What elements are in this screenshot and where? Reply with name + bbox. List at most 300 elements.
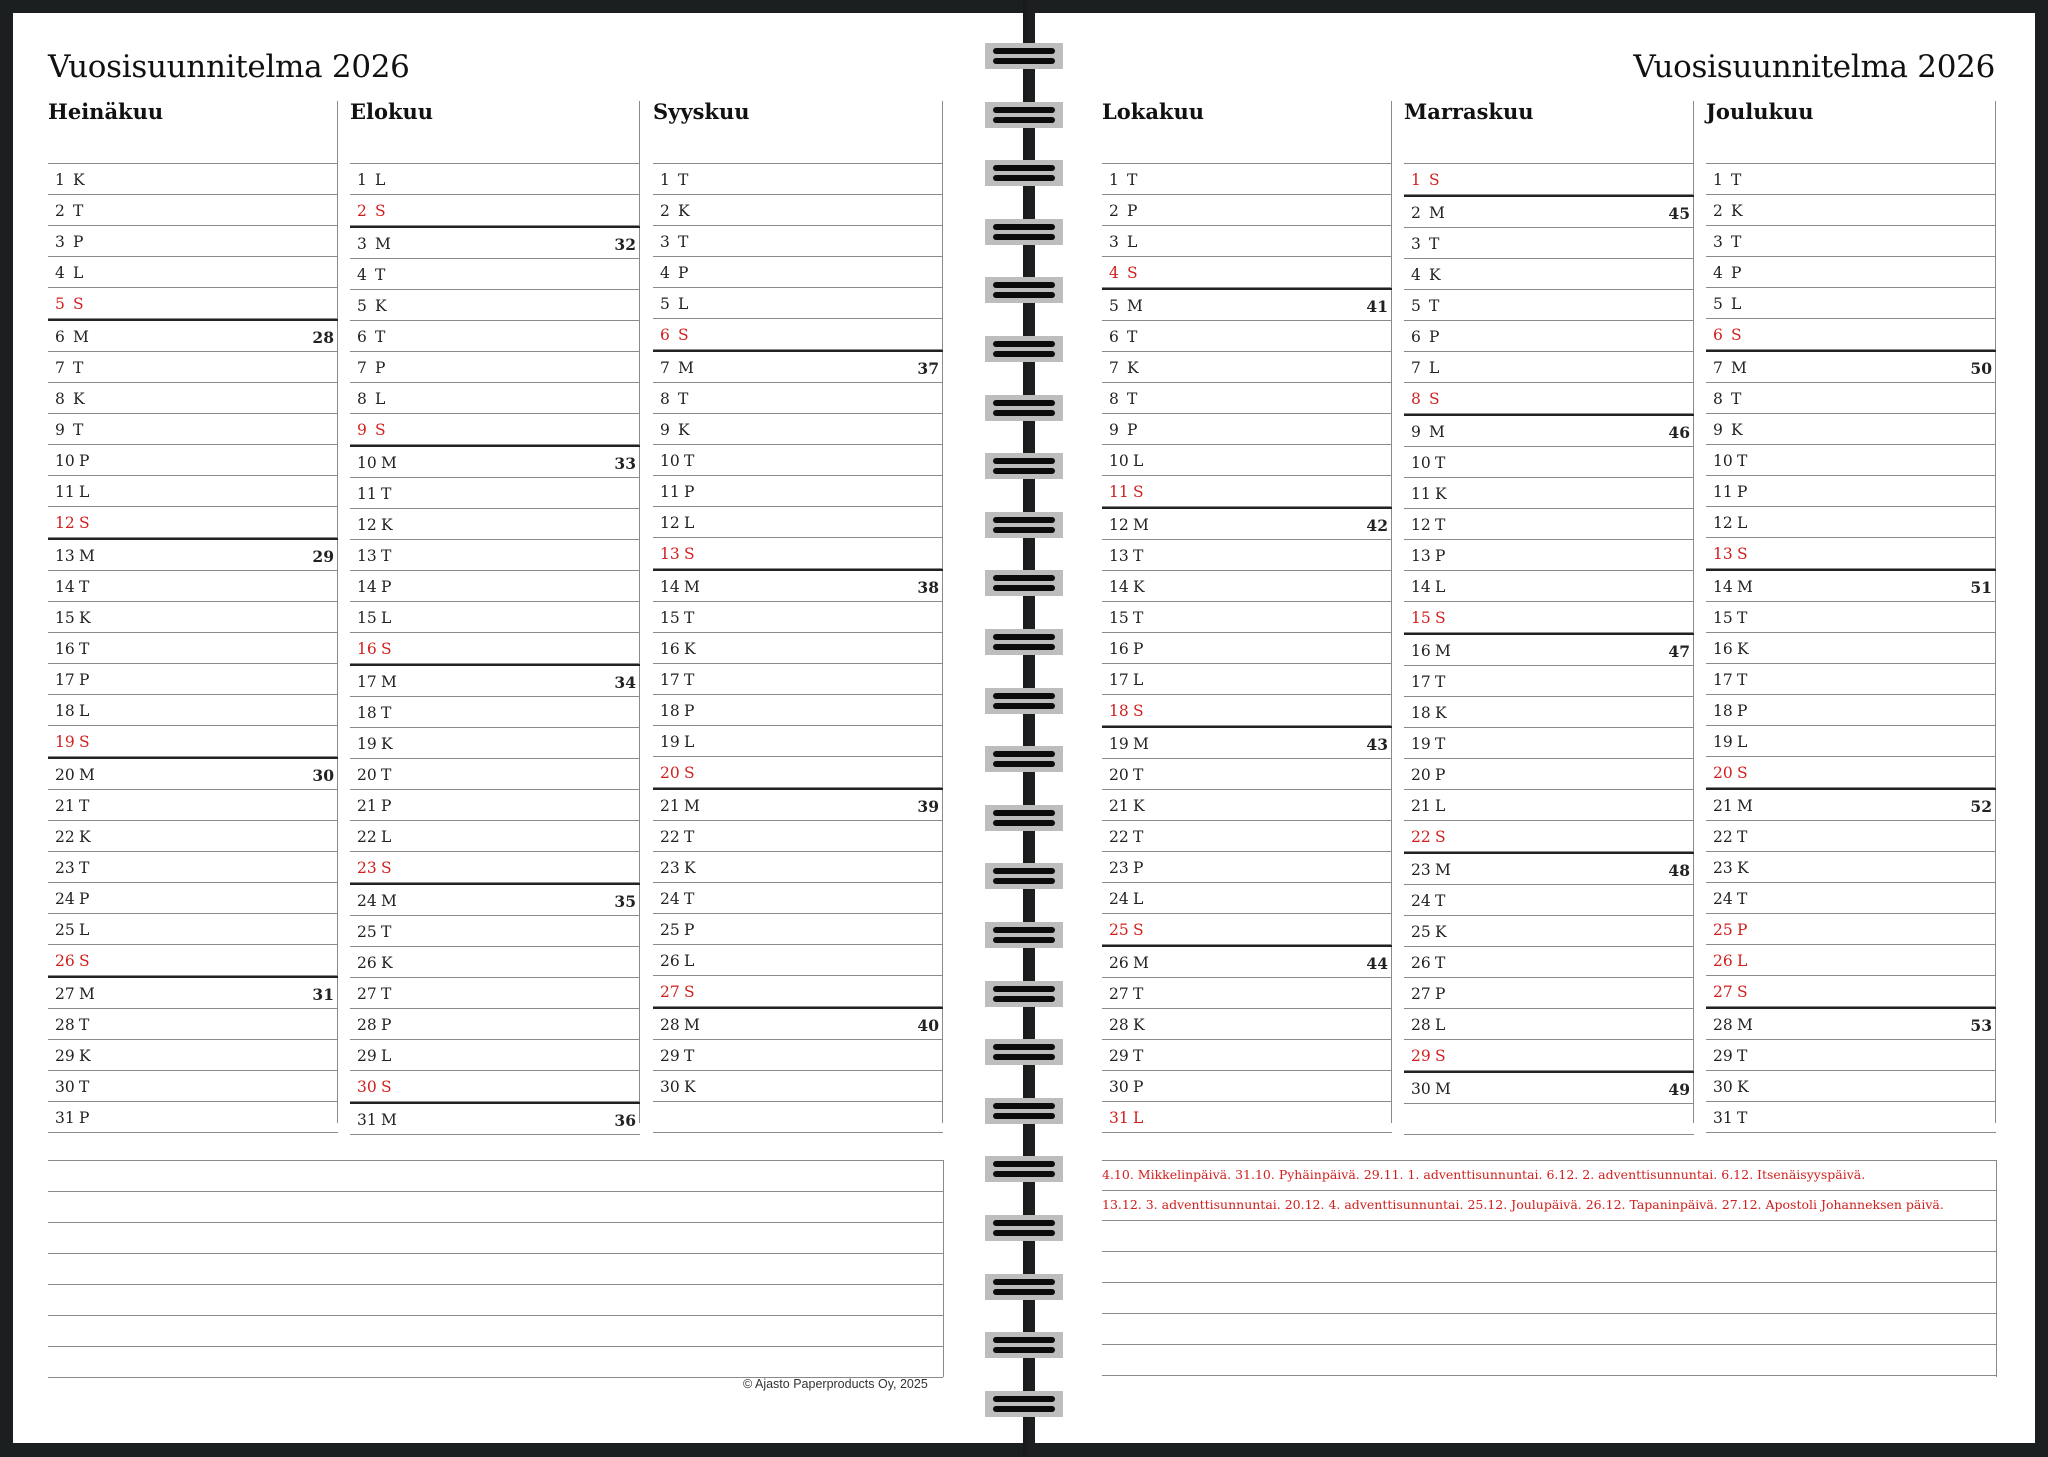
weekday-letter: M <box>79 985 95 1003</box>
day-row[interactable] <box>1404 978 1694 1009</box>
weekday-letter: L <box>1127 233 1138 251</box>
day-row[interactable] <box>653 852 943 883</box>
day-row[interactable] <box>653 319 943 350</box>
weekday-letter: K <box>73 390 85 408</box>
weekday-letter: M <box>1435 1080 1451 1098</box>
day-row[interactable] <box>48 1040 338 1071</box>
day-row[interactable] <box>48 1071 338 1102</box>
day-row[interactable] <box>653 695 943 726</box>
day-number: 8 <box>1713 390 1723 408</box>
day-row[interactable] <box>1706 602 1996 633</box>
day-number: 26 <box>1713 952 1733 970</box>
day-number: 6 <box>660 326 670 344</box>
day-row[interactable] <box>1404 540 1694 571</box>
day-row[interactable] <box>1404 790 1694 821</box>
weekday-letter: P <box>1133 859 1144 877</box>
day-row[interactable] <box>350 728 640 759</box>
left-page <box>13 13 1023 1443</box>
day-row[interactable] <box>48 945 338 976</box>
day-row[interactable] <box>350 602 640 633</box>
day-row[interactable] <box>653 976 943 1007</box>
day-row[interactable] <box>653 945 943 976</box>
day-row[interactable] <box>1102 321 1392 352</box>
binding-ring-icon <box>985 570 1063 596</box>
day-row[interactable] <box>653 195 943 226</box>
day-row[interactable] <box>1404 916 1694 947</box>
weekday-letter: K <box>684 640 696 658</box>
weekday-letter: P <box>73 233 84 251</box>
day-row[interactable] <box>1706 757 1996 788</box>
day-row[interactable] <box>1102 1040 1392 1071</box>
day-row[interactable] <box>1102 1102 1392 1133</box>
note-line[interactable] <box>1102 1314 1996 1345</box>
day-row[interactable] <box>653 664 943 695</box>
day-row[interactable] <box>350 821 640 852</box>
day-row[interactable] <box>1706 821 1996 852</box>
day-row[interactable] <box>653 476 943 507</box>
day-row[interactable] <box>1706 538 1996 569</box>
day-row[interactable] <box>1706 883 1996 914</box>
note-line[interactable] <box>1102 1345 1996 1376</box>
day-row[interactable] <box>1706 164 1996 195</box>
day-row[interactable] <box>350 759 640 790</box>
day-number: 21 <box>660 797 680 815</box>
day-number: 5 <box>55 295 65 313</box>
day-row[interactable] <box>1404 633 1694 666</box>
day-row[interactable] <box>1102 759 1392 790</box>
day-row[interactable] <box>1706 226 1996 257</box>
ring-wire <box>993 1220 1055 1226</box>
weekday-letter: S <box>1435 1047 1446 1065</box>
day-row[interactable] <box>1102 288 1392 321</box>
day-row[interactable] <box>48 257 338 288</box>
day-row[interactable] <box>653 445 943 476</box>
day-row[interactable] <box>48 319 338 352</box>
day-row[interactable] <box>1706 695 1996 726</box>
weekday-letter: T <box>79 859 90 877</box>
weekday-letter: T <box>1737 452 1748 470</box>
day-row[interactable] <box>350 978 640 1009</box>
day-row[interactable] <box>1706 1102 1996 1133</box>
day-number: 19 <box>1411 735 1431 753</box>
note-line[interactable] <box>48 1285 943 1316</box>
day-row[interactable] <box>1404 1009 1694 1040</box>
day-row[interactable] <box>48 226 338 257</box>
day-row[interactable] <box>48 883 338 914</box>
weekday-letter: S <box>381 859 392 877</box>
day-row[interactable] <box>350 414 640 445</box>
weekday-letter: S <box>79 733 90 751</box>
day-row[interactable] <box>1706 350 1996 383</box>
day-row[interactable] <box>653 569 943 602</box>
note-line[interactable] <box>1102 1283 1996 1314</box>
day-row[interactable] <box>1404 885 1694 916</box>
day-number: 3 <box>357 235 367 253</box>
day-row[interactable] <box>1102 852 1392 883</box>
day-row[interactable] <box>1706 414 1996 445</box>
day-number: 22 <box>1411 828 1431 846</box>
day-number: 27 <box>55 985 75 1003</box>
day-row[interactable] <box>1404 602 1694 633</box>
day-row[interactable] <box>1404 509 1694 540</box>
day-row[interactable] <box>1102 195 1392 226</box>
binding-ring-icon <box>985 746 1063 772</box>
day-number: 1 <box>55 171 65 189</box>
day-row[interactable] <box>1102 540 1392 571</box>
day-row[interactable] <box>48 164 338 195</box>
weekday-letter: K <box>375 297 387 315</box>
day-number: 26 <box>1109 954 1129 972</box>
weekday-letter: L <box>1133 452 1144 470</box>
day-row[interactable] <box>48 695 338 726</box>
day-row[interactable] <box>48 757 338 790</box>
day-row[interactable] <box>48 195 338 226</box>
day-number: 6 <box>1411 328 1421 346</box>
month-name: Heinäkuu <box>48 99 164 124</box>
day-row[interactable] <box>1706 852 1996 883</box>
day-row[interactable] <box>1102 978 1392 1009</box>
day-row[interactable] <box>350 697 640 728</box>
weekday-letter: T <box>381 485 392 503</box>
day-row[interactable] <box>1404 321 1694 352</box>
day-row[interactable] <box>1102 790 1392 821</box>
day-row[interactable] <box>350 633 640 664</box>
day-number: 28 <box>1713 1016 1733 1034</box>
day-row[interactable] <box>1404 383 1694 414</box>
day-row[interactable] <box>653 914 943 945</box>
weekday-letter: S <box>1133 483 1144 501</box>
day-row[interactable] <box>48 821 338 852</box>
day-number: 16 <box>1109 640 1129 658</box>
day-row[interactable] <box>1706 195 1996 226</box>
day-row[interactable] <box>48 664 338 695</box>
day-number: 10 <box>55 452 75 470</box>
day-row[interactable] <box>48 352 338 383</box>
day-row[interactable] <box>1102 1071 1392 1102</box>
day-row[interactable] <box>653 633 943 664</box>
day-number: 23 <box>660 859 680 877</box>
day-row[interactable] <box>350 352 640 383</box>
day-row[interactable] <box>1102 726 1392 759</box>
ring-wire <box>993 341 1055 347</box>
day-row[interactable] <box>350 509 640 540</box>
day-row[interactable] <box>48 507 338 538</box>
day-row[interactable] <box>1706 257 1996 288</box>
day-number: 2 <box>1109 202 1119 220</box>
weekday-letter: L <box>1435 578 1446 596</box>
day-row[interactable] <box>350 883 640 916</box>
day-rows <box>1102 164 1392 1133</box>
day-number: 4 <box>1713 264 1723 282</box>
day-number: 18 <box>1713 702 1733 720</box>
day-row[interactable] <box>48 790 338 821</box>
day-row[interactable] <box>1706 914 1996 945</box>
note-line[interactable] <box>48 1223 943 1254</box>
day-row[interactable] <box>350 321 640 352</box>
day-number: 15 <box>1411 609 1431 627</box>
day-row[interactable] <box>1102 507 1392 540</box>
day-row[interactable] <box>1706 1007 1996 1040</box>
day-row[interactable] <box>350 383 640 414</box>
day-row[interactable] <box>48 852 338 883</box>
note-line[interactable] <box>48 1316 943 1347</box>
week-number: 45 <box>1668 204 1690 223</box>
day-number: 16 <box>1411 642 1431 660</box>
day-row[interactable] <box>48 726 338 757</box>
day-row[interactable] <box>350 445 640 478</box>
month-name: Joulukuu <box>1706 99 1814 124</box>
day-row[interactable] <box>1404 228 1694 259</box>
day-row[interactable] <box>48 602 338 633</box>
day-row[interactable] <box>653 414 943 445</box>
day-row[interactable] <box>1102 883 1392 914</box>
day-number: 9 <box>1109 421 1119 439</box>
day-row[interactable] <box>1102 352 1392 383</box>
day-number: 5 <box>1713 295 1723 313</box>
day-row[interactable] <box>350 540 640 571</box>
day-row[interactable] <box>653 602 943 633</box>
day-row[interactable] <box>653 1007 943 1040</box>
day-row[interactable] <box>48 976 338 1009</box>
day-row[interactable] <box>1404 571 1694 602</box>
day-row[interactable] <box>1102 476 1392 507</box>
day-number: 18 <box>660 702 680 720</box>
binding-ring-icon <box>985 160 1063 186</box>
day-row[interactable] <box>48 571 338 602</box>
weekday-letter: M <box>381 892 397 910</box>
day-row[interactable] <box>350 1040 640 1071</box>
weekday-letter: T <box>1737 1109 1748 1127</box>
weekday-letter: K <box>1435 923 1447 941</box>
day-row[interactable] <box>1404 447 1694 478</box>
day-row[interactable] <box>1102 414 1392 445</box>
day-row[interactable] <box>350 664 640 697</box>
day-row[interactable] <box>1404 259 1694 290</box>
day-number: 17 <box>1713 671 1733 689</box>
day-row[interactable] <box>653 226 943 257</box>
note-line[interactable] <box>48 1254 943 1285</box>
day-row[interactable] <box>1404 852 1694 885</box>
day-row[interactable] <box>653 883 943 914</box>
day-row[interactable] <box>1404 195 1694 228</box>
day-row[interactable] <box>1404 728 1694 759</box>
day-row[interactable] <box>653 757 943 788</box>
weekday-letter: M <box>73 328 89 346</box>
day-number: 30 <box>1109 1078 1129 1096</box>
note-line[interactable] <box>48 1192 943 1223</box>
day-row[interactable] <box>653 257 943 288</box>
day-number: 28 <box>660 1016 680 1034</box>
weekday-letter: P <box>375 359 386 377</box>
day-number: 26 <box>1411 954 1431 972</box>
day-row[interactable] <box>1706 976 1996 1007</box>
day-row[interactable] <box>350 259 640 290</box>
day-row[interactable] <box>653 788 943 821</box>
day-row[interactable] <box>653 383 943 414</box>
day-number: 29 <box>1713 1047 1733 1065</box>
weekday-letter: S <box>1429 390 1440 408</box>
day-row[interactable] <box>1404 666 1694 697</box>
day-number: 3 <box>55 233 65 251</box>
day-row[interactable] <box>1706 445 1996 476</box>
day-row[interactable] <box>350 1009 640 1040</box>
day-row[interactable] <box>48 1009 338 1040</box>
day-number: 1 <box>1411 171 1421 189</box>
week-number: 29 <box>312 547 334 566</box>
day-row[interactable] <box>48 288 338 319</box>
day-row[interactable] <box>1404 290 1694 321</box>
day-row[interactable] <box>48 633 338 664</box>
day-row[interactable] <box>1102 257 1392 288</box>
day-row[interactable] <box>1404 1040 1694 1071</box>
day-row[interactable] <box>653 726 943 757</box>
day-row[interactable] <box>48 414 338 445</box>
note-line[interactable] <box>48 1161 943 1192</box>
day-row[interactable] <box>48 914 338 945</box>
day-row[interactable] <box>1404 1071 1694 1104</box>
note-line[interactable] <box>48 1347 943 1378</box>
day-row[interactable] <box>1706 383 1996 414</box>
day-number: 28 <box>1411 1016 1431 1034</box>
week-number: 36 <box>614 1111 636 1130</box>
day-row[interactable] <box>1404 164 1694 195</box>
day-number: 25 <box>1713 921 1733 939</box>
day-number: 14 <box>1411 578 1431 596</box>
day-number: 11 <box>55 483 75 501</box>
day-row[interactable] <box>350 571 640 602</box>
day-row[interactable] <box>1102 164 1392 195</box>
day-number: 3 <box>660 233 670 251</box>
day-row[interactable] <box>1706 507 1996 538</box>
ring-wire <box>993 1044 1055 1050</box>
day-row[interactable] <box>1706 476 1996 507</box>
ring-wire <box>993 996 1055 1002</box>
day-row[interactable] <box>1706 633 1996 664</box>
day-number: 11 <box>1713 483 1733 501</box>
day-row[interactable] <box>48 445 338 476</box>
notes-area-right[interactable] <box>1102 1160 1997 1377</box>
day-number: 22 <box>357 828 377 846</box>
day-row[interactable] <box>1706 1040 1996 1071</box>
note-line[interactable] <box>1102 1221 1996 1252</box>
day-row[interactable] <box>350 1071 640 1102</box>
day-row[interactable] <box>1404 947 1694 978</box>
day-row[interactable] <box>1102 945 1392 978</box>
day-row[interactable] <box>1102 383 1392 414</box>
ring-wire <box>993 165 1055 171</box>
day-row[interactable] <box>1404 414 1694 447</box>
day-row[interactable] <box>1102 633 1392 664</box>
ring-wire <box>993 751 1055 757</box>
day-row[interactable] <box>1404 759 1694 790</box>
day-row[interactable] <box>1102 821 1392 852</box>
day-row[interactable] <box>1102 445 1392 476</box>
day-row[interactable] <box>350 478 640 509</box>
day-row[interactable] <box>653 164 943 195</box>
day-number: 11 <box>1411 485 1431 503</box>
day-row[interactable] <box>1102 695 1392 726</box>
weekday-letter: M <box>1731 359 1747 377</box>
day-number: 10 <box>357 454 377 472</box>
day-row[interactable] <box>350 290 640 321</box>
day-number: 7 <box>660 359 670 377</box>
day-row[interactable] <box>1706 319 1996 350</box>
day-row[interactable] <box>350 226 640 259</box>
day-row[interactable] <box>1102 914 1392 945</box>
day-row[interactable] <box>1706 664 1996 695</box>
day-number: 16 <box>1713 640 1733 658</box>
day-row[interactable] <box>1404 697 1694 728</box>
day-row[interactable] <box>1404 352 1694 383</box>
day-row[interactable] <box>653 507 943 538</box>
weekday-letter: M <box>381 673 397 691</box>
weekday-letter: T <box>381 766 392 784</box>
day-row[interactable] <box>1706 288 1996 319</box>
ring-wire <box>993 58 1055 64</box>
day-row[interactable] <box>1404 478 1694 509</box>
day-row[interactable] <box>350 916 640 947</box>
weekday-letter: T <box>684 890 695 908</box>
day-number: 3 <box>1109 233 1119 251</box>
day-row[interactable] <box>350 790 640 821</box>
day-row[interactable] <box>1706 788 1996 821</box>
weekday-letter: T <box>1435 516 1446 534</box>
day-row[interactable] <box>1706 569 1996 602</box>
day-row[interactable] <box>350 164 640 195</box>
day-row[interactable] <box>653 288 943 319</box>
weekday-letter: P <box>1737 702 1748 720</box>
day-row[interactable] <box>653 821 943 852</box>
day-row[interactable] <box>1706 726 1996 757</box>
day-row[interactable] <box>653 538 943 569</box>
day-row[interactable] <box>350 852 640 883</box>
day-row[interactable] <box>1404 821 1694 852</box>
note-line[interactable] <box>1102 1252 1996 1283</box>
day-row[interactable] <box>48 476 338 507</box>
week-number: 50 <box>1970 359 1992 378</box>
day-row[interactable] <box>653 350 943 383</box>
binding-ring-icon <box>985 1332 1063 1358</box>
ring-wire <box>993 878 1055 884</box>
day-row[interactable] <box>350 1102 640 1135</box>
day-number: 2 <box>357 202 367 220</box>
day-row[interactable] <box>653 1071 943 1102</box>
binding-ring-icon <box>985 453 1063 479</box>
day-row[interactable] <box>1102 226 1392 257</box>
notes-area-left[interactable] <box>48 1160 944 1377</box>
day-row[interactable] <box>48 1102 338 1133</box>
weekday-letter: K <box>684 1078 696 1096</box>
day-row[interactable] <box>1706 945 1996 976</box>
day-row[interactable] <box>350 947 640 978</box>
day-number: 12 <box>55 514 75 532</box>
week-number: 34 <box>614 673 636 692</box>
month-name: Elokuu <box>350 99 434 124</box>
day-row[interactable] <box>1102 571 1392 602</box>
day-row[interactable] <box>653 1040 943 1071</box>
day-row[interactable] <box>48 383 338 414</box>
day-number: 9 <box>357 421 367 439</box>
weekday-letter: K <box>1731 421 1743 439</box>
day-row[interactable] <box>1706 1071 1996 1102</box>
day-number: 21 <box>55 797 75 815</box>
day-row[interactable] <box>1102 664 1392 695</box>
day-row[interactable] <box>1102 1009 1392 1040</box>
week-number: 32 <box>614 235 636 254</box>
day-row[interactable] <box>1102 602 1392 633</box>
day-row[interactable] <box>48 538 338 571</box>
day-row[interactable] <box>350 195 640 226</box>
